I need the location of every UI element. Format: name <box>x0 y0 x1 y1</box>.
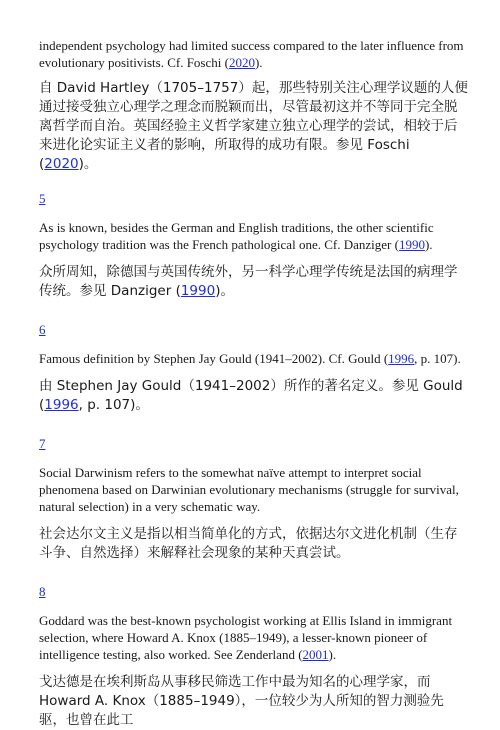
text-run: )。 <box>78 156 98 172</box>
text-run: As is known, besides the German and English traditions, the other scientific psychology tradition was the French pathological one. Cf. Danziger ( <box>39 220 434 252</box>
text-run: Famous definition by Stephen Jay Gould (1941–2002). Cf. Gould ( <box>39 351 389 366</box>
text-run: ). <box>254 55 263 70</box>
footnote-zh-text <box>39 263 469 301</box>
footnote-number-link[interactable]: 5 <box>39 191 46 206</box>
text-run: ). <box>328 647 337 662</box>
footnote-zh-text <box>39 377 469 415</box>
footnote-en-text <box>39 219 469 253</box>
footnote-zh-text <box>39 525 469 563</box>
text-run: , p. 107). <box>414 351 461 366</box>
footnote-zh-text <box>39 673 469 730</box>
text-run: 由 Stephen Jay Gould（1941–2002）所作的著名定义。参见 Gould ( <box>39 378 463 413</box>
footnote-en-text <box>39 612 469 663</box>
footnote-en-text <box>39 350 469 367</box>
citation-link-zenderland[interactable]: 2001 <box>302 647 329 662</box>
text-run: Social Darwinism refers to the somewhat naïve attempt to interpret social phenomena based on Darwinian evolutionary mechanisms (struggle for survival, natural selection) in a very schematic way. <box>39 465 459 514</box>
footnote-number-link[interactable]: 8 <box>39 584 46 599</box>
citation-link-gould[interactable]: 1996 <box>388 351 415 366</box>
footnote-zh-text <box>39 79 469 174</box>
citation-link-gould-zh[interactable]: 1996 <box>44 397 79 413</box>
text-run: 社会达尔文主义是指以相当简单化的方式，依据达尔文进化机制（生存斗争、自然选择）来解释社会现象的某种天真尝试。 <box>39 526 458 561</box>
footnote-en-text <box>39 464 469 515</box>
text-run: 自 David Hartley（1705–1757）起，那些特别关注心理学议题的人便通过接受独立心理学之理念而脱颖而出，尽管最初这并不等同于完全脱离哲学而自治。英国经验主义哲学家建立独立心理学的尝试，相较于后来进化论实证主义者的影响，所取得的成功有限。参见 Foschi ( <box>39 80 468 172</box>
text-run: 戈达德是在埃利斯岛从事移民筛选工作中最为知名的心理学家，而 Howard A. Knox（1885–1949），一位较少为人所知的智力测验先驱，也曾在此工 <box>39 674 444 728</box>
citation-link-danziger-zh[interactable]: 1990 <box>180 283 216 299</box>
citation-link-foschi-zh[interactable]: 2020 <box>44 156 79 172</box>
text-run: , p. 107)。 <box>78 397 149 413</box>
footnote-en-text <box>39 37 469 71</box>
text-run: independent psychology had limited success compared to the later influence from evolutionary positivists. Cf. Foschi ( <box>39 38 464 70</box>
footnote-number-link[interactable]: 7 <box>39 436 46 451</box>
text-run: )。 <box>215 283 234 299</box>
footnotes-page <box>39 30 469 730</box>
citation-link-foschi[interactable]: 2020 <box>228 55 255 70</box>
text-run: Goddard was the best-known psychologist working at Ellis Island in immigrant selection, where Howard A. Knox (1885–1949), a lesser-known pioneer of intelligence testing, also worked. See Zenderland ( <box>39 613 453 662</box>
footnote-number-link[interactable]: 6 <box>39 322 46 337</box>
text-run: 众所周知，除德国与英国传统外，另一科学心理学传统是法国的病理学传统。参见 Danziger ( <box>39 264 458 299</box>
citation-link-danziger[interactable]: 1990 <box>398 237 425 252</box>
text-run: ). <box>424 237 433 252</box>
